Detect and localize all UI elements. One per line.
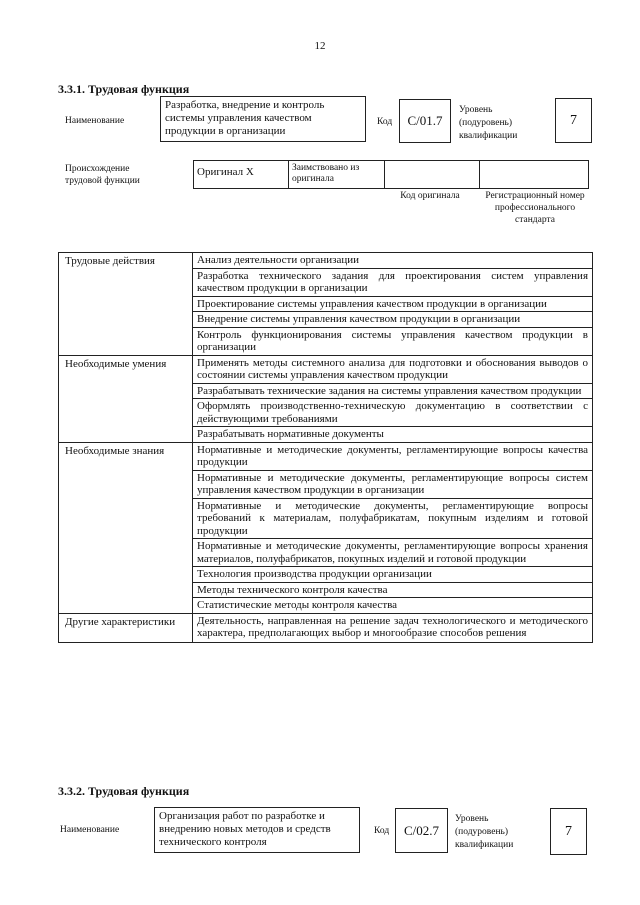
table-cell: Внедрение системы управления качеством продукции в организации — [193, 312, 593, 328]
level-box-2 — [550, 808, 587, 855]
row-label-other: Другие характеристики — [59, 613, 193, 642]
table-cell: Нормативные и методические документы, регламентирующие вопросы хранения материалов, полуфабрикатов, покупных изделий и готовой продукции — [193, 539, 593, 567]
reg-number-label: Регистрационный номер профессионального стандарта — [485, 191, 585, 225]
table-cell: Разработка технического задания для проектирования систем управления качеством продукции в организации — [193, 268, 593, 296]
table-cell: Нормативные и методические документы, регламентирующие вопросы требований к материалам, полуфабрикатам, покупным изделиям и готовой продукции — [193, 498, 593, 539]
code-label: Код — [377, 117, 393, 127]
code-original-cell — [385, 161, 480, 188]
level-box — [555, 98, 592, 143]
code-original-label: Код оригинала — [400, 191, 460, 201]
table-cell: Статистические методы контроля качества — [193, 598, 593, 614]
table-cell: Методы технического контроля качества — [193, 582, 593, 598]
section-heading-2: 3.3.2. Трудовая функция — [58, 784, 190, 798]
table-row — [59, 355, 593, 383]
table-cell: Проектирование системы управления качеством продукции в организации — [193, 296, 593, 312]
origin-borrowed-cell: Заимствовано из оригинала — [289, 161, 385, 188]
function-name-box-2 — [154, 807, 360, 853]
origin-table — [193, 160, 589, 189]
origin-label: Происхождение трудовой функции — [65, 164, 140, 186]
table-cell: Контроль функционирования системы управления качеством продукции в организации — [193, 327, 593, 355]
row-label-skills: Необходимые умения — [59, 355, 193, 442]
table-cell: Нормативные и методические документы, регламентирующие вопросы систем управления качеством продукции в организации — [193, 470, 593, 498]
section-heading-1: 3.3.1. Трудовая функция — [58, 82, 190, 96]
level-value-2: 7 — [565, 823, 572, 839]
table-cell: Разрабатывать технические задания на системы управления качеством продукции — [193, 383, 593, 399]
level-value: 7 — [570, 112, 577, 128]
table-cell: Нормативные и методические документы, регламентирующие вопросы качества продукции — [193, 442, 593, 470]
code-label-2: Код — [374, 826, 390, 836]
code-value: С/01.7 — [407, 113, 443, 128]
table-cell: Анализ деятельности организации — [193, 253, 593, 269]
row-label-actions: Трудовые действия — [59, 253, 193, 356]
table-row — [59, 442, 593, 470]
table-cell: Деятельность, направленная на решение задач технологического и методического характера, предполагающих выбор и многообразие способов решения — [193, 613, 593, 642]
table-cell: Разрабатывать нормативные документы — [193, 427, 593, 443]
code-value-2: С/02.7 — [403, 822, 440, 838]
table-row — [59, 253, 593, 269]
code-box-2 — [395, 808, 448, 853]
origin-original-cell: Оригинал X — [194, 161, 289, 188]
function-name-box — [160, 96, 366, 142]
reg-number-cell — [480, 161, 588, 188]
level-label: Уровень (подуровень) квалификации — [459, 105, 518, 141]
row-label-knowledge: Необходимые знания — [59, 442, 193, 613]
function-name-value-2: Организация работ по разработке и внедрению новых методов и средств технического контроля — [159, 810, 331, 848]
function-details-table — [58, 252, 593, 643]
table-cell: Применять методы системного анализа для подготовки и обоснования выводов о состоянии системы управления качеством продукции — [193, 355, 593, 383]
level-label-2: Уровень (подуровень) квалификации — [455, 814, 514, 850]
page-number: 12 — [314, 40, 326, 52]
table-cell: Технология производства продукции организации — [193, 567, 593, 583]
name-label-2: Наименование — [60, 825, 120, 835]
function-name-value: Разработка, внедрение и контроль системы управления качеством продукции в организации — [165, 99, 325, 137]
code-box — [399, 99, 451, 143]
table-cell: Оформлять производственно-техническую документацию в соответствии с действующими требованиями — [193, 399, 593, 427]
table-row — [59, 613, 593, 642]
name-label: Наименование — [65, 116, 125, 126]
